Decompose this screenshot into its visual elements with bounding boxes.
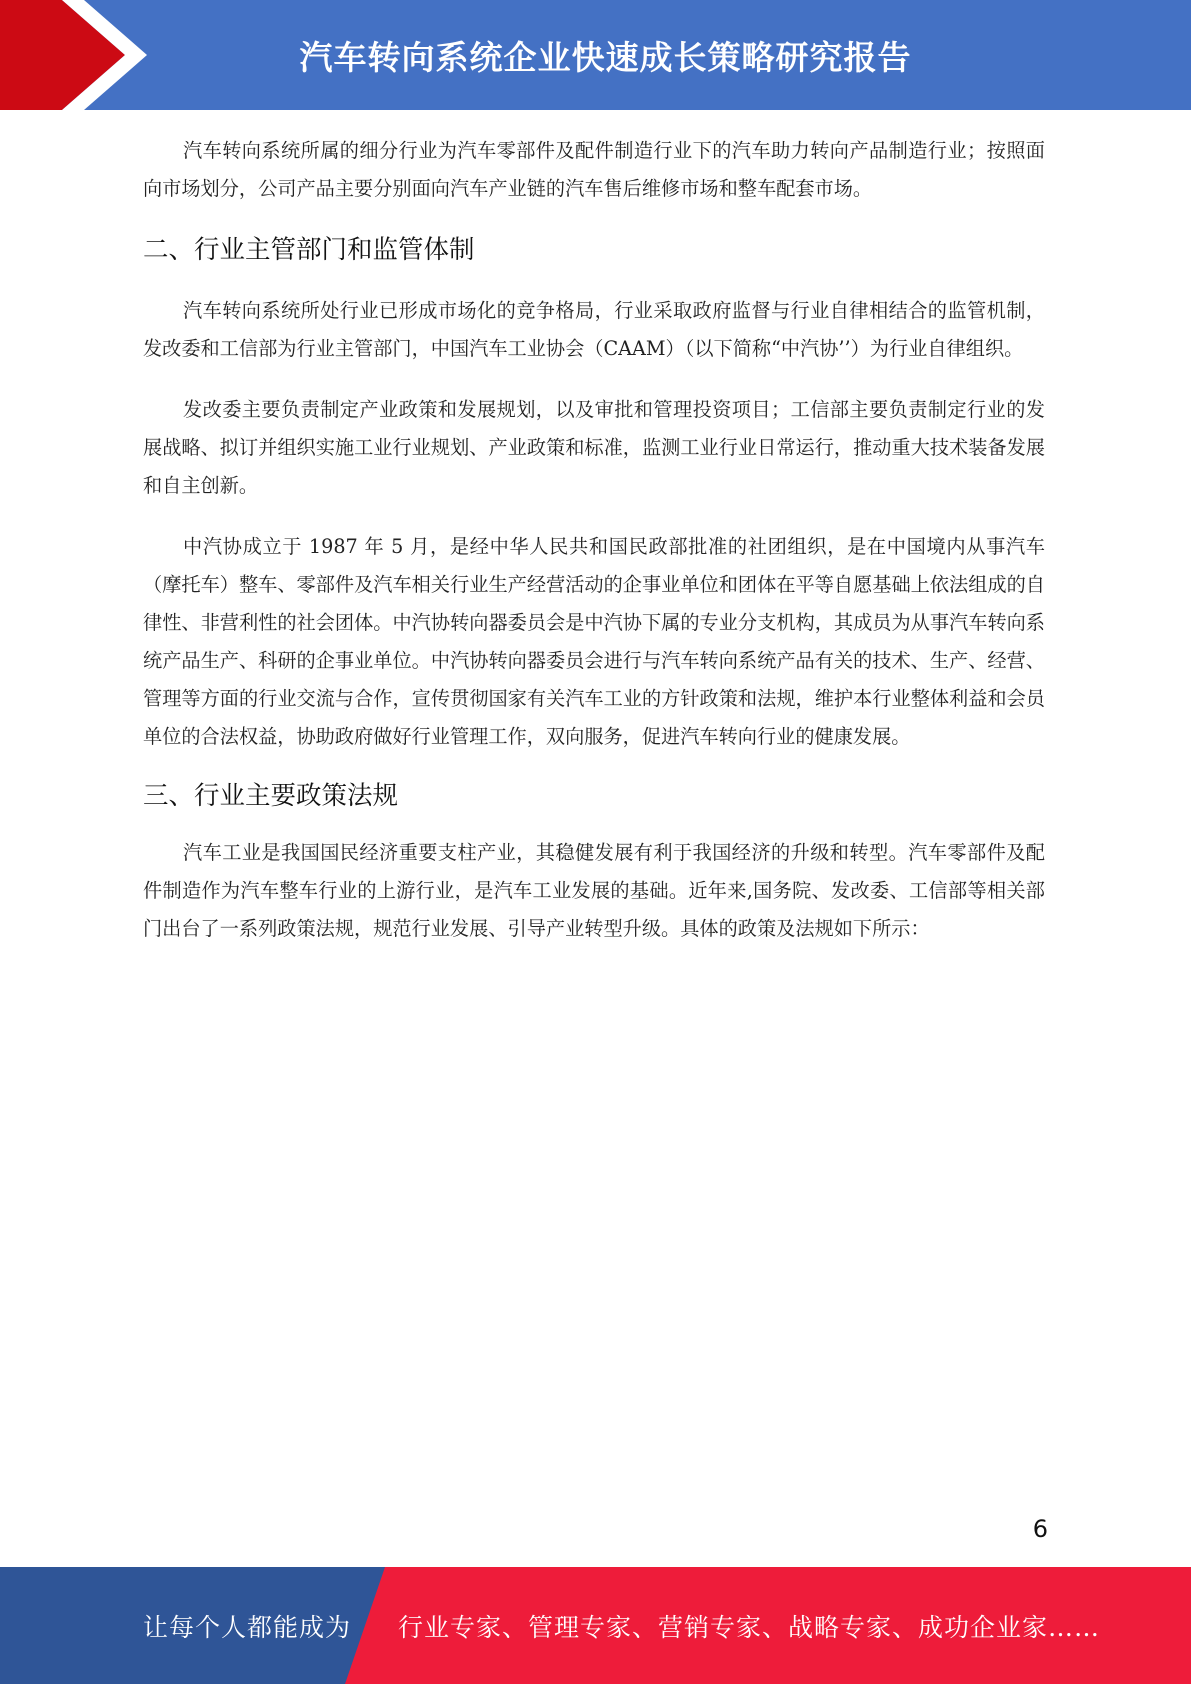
chevron-arrow-icon	[0, 0, 160, 110]
footer-slogan-left: 让每个人都能成为	[143, 1612, 352, 1642]
paragraph-ministry-duties: 发改委主要负责制定产业政策和发展规划，以及审批和管理投资项目；工信部主要负责制定行业的发展战略、拟订并组织实施工业行业规划、产业政策和标准，监测工业行业日常运行，推动重大技术装备发展和自主创新。	[143, 398, 1045, 497]
footer-banner	[0, 1567, 1191, 1684]
report-title: 汽车转向系统企业快速成长策略研究报告	[299, 37, 912, 77]
paragraph-policy: 汽车工业是我国国民经济重要支柱产业，其稳健发展有利于我国经济的升级和转型。汽车零部件及配件制造作为汽车整车行业的上游行业，是汽车工业发展的基础。近年来,国务院、发改委、工信部等相关部门出台了一系列政策法规，规范行业发展、引导产业转型升级。具体的政策及法规如下所示：	[143, 841, 1045, 940]
paragraph-intro: 汽车转向系统所属的细分行业为汽车零部件及配件制造行业下的汽车助力转向产品制造行业；按照面向市场划分，公司产品主要分别面向汽车产业链的汽车售后维修市场和整车配套市场。	[143, 139, 1045, 200]
page-number: 6	[1032, 1515, 1048, 1543]
paragraph-market-structure: 汽车转向系统所处行业已形成市场化的竞争格局，行业采取政府监督与行业自律相结合的监管机制，发改委和工信部为行业主管部门，中国汽车工业协会（CAAM）（以下简称“中汽协’’）为行业自律组织。	[143, 299, 1045, 360]
section-heading-regulation: 二、行业主管部门和监管体制	[143, 235, 475, 265]
footer-slogan-right: 行业专家、管理专家、营销专家、战略专家、成功企业家……	[398, 1612, 1101, 1642]
header-banner	[0, 0, 1191, 110]
paragraph-caam: 中汽协成立于 1987 年 5 月，是经中华人民共和国民政部批准的社团组织，是在中国境内从事汽车（摩托车）整车、零部件及汽车相关行业生产经营活动的企事业单位和团体在平等自愿基础上依法组成的自律性、非营利性的社会团体。中汽协转向器委员会是中汽协下属的专业分支机构，其成员为从事汽车转向系统产品生产、科研的企事业单位。中汽协转向器委员会进行与汽车转向系统产品有关的技术、生产、经营、管理等方面的行业交流与合作，宣传贯彻国家有关汽车工业的方针政策和法规，维护本行业整体利益和会员单位的合法权益，协助政府做好行业管理工作，双向服务，促进汽车转向行业的健康发展。	[143, 535, 1045, 748]
document-body	[143, 132, 1045, 948]
section-heading-policy: 三、行业主要政策法规	[143, 781, 399, 811]
